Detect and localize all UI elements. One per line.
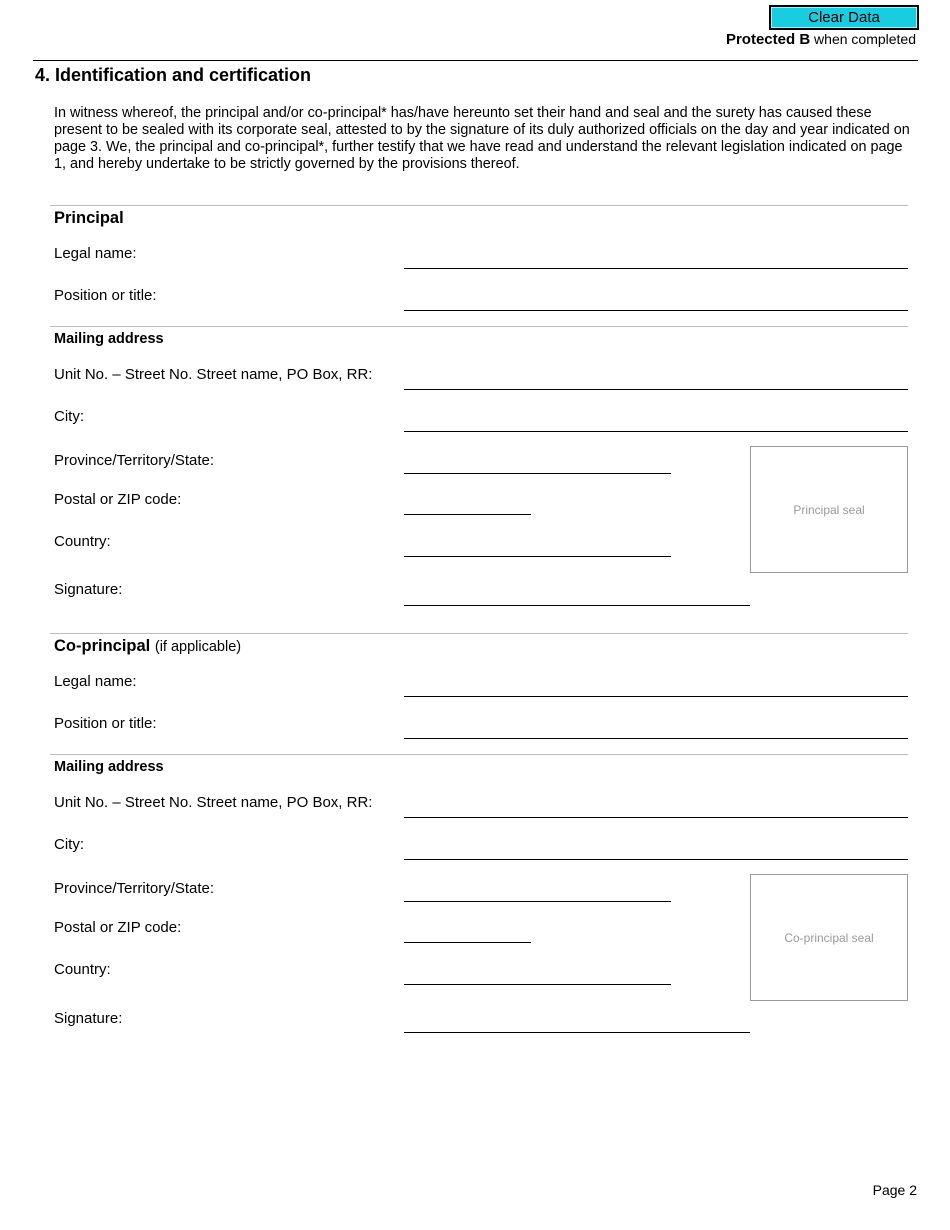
- coprincipal-seal-label: Co-principal seal: [784, 930, 874, 945]
- principal-mailing-title: Mailing address: [54, 331, 164, 347]
- coprincipal-country-field[interactable]: [404, 984, 671, 985]
- divider: [50, 754, 908, 755]
- principal-title: Principal: [54, 209, 124, 227]
- divider: [50, 205, 908, 206]
- certification-paragraph: In witness whereof, the principal and/or co-principal* has/have hereunto set their hand and seal and the surety has caused these present to be sealed with its corporate seal, attested to by the signature of its duly authorized officials on the day and year indicated on page 3. We, the principal and co-principal*, further testify that we have read and understand the relevant legislation indicated on page 1, and hereby undertake to be strictly governed by the provisions thereof.: [54, 105, 910, 172]
- coprincipal-legal-name-label: Legal name:: [54, 673, 137, 690]
- coprincipal-province-field[interactable]: [404, 901, 671, 902]
- principal-province-field[interactable]: [404, 473, 671, 474]
- principal-position-label: Position or title:: [54, 287, 157, 304]
- coprincipal-postal-field[interactable]: [404, 942, 531, 943]
- principal-signature-label: Signature:: [54, 581, 123, 598]
- section-title: 4. Identification and certification: [35, 65, 312, 85]
- principal-street-label: Unit No. – Street No. Street name, PO Box, RR:: [54, 366, 373, 383]
- protected-notice: [726, 31, 916, 48]
- coprincipal-signature-field[interactable]: [404, 1032, 750, 1033]
- coprincipal-signature-label: Signature:: [54, 1010, 123, 1027]
- principal-city-label: City:: [54, 408, 84, 425]
- coprincipal-street-label: Unit No. – Street No. Street name, PO Box, RR:: [54, 794, 373, 811]
- protected-level: Protected B: [725, 31, 811, 48]
- coprincipal-postal-label: Postal or ZIP code:: [54, 919, 182, 936]
- coprincipal-province-label: Province/Territory/State:: [54, 880, 215, 897]
- principal-postal-label: Postal or ZIP code:: [54, 491, 182, 508]
- clear-data-button[interactable]: Clear Data: [769, 5, 919, 30]
- coprincipal-title-text: Co-principal: [54, 637, 151, 655]
- coprincipal-street-field[interactable]: [404, 817, 908, 818]
- principal-position-field[interactable]: [404, 310, 908, 311]
- principal-city-field[interactable]: [404, 431, 908, 432]
- principal-country-field[interactable]: [404, 556, 671, 557]
- coprincipal-note: (if applicable): [154, 639, 242, 655]
- protected-suffix: when completed: [814, 31, 916, 47]
- principal-legal-name-field[interactable]: [404, 268, 908, 269]
- principal-postal-field[interactable]: [404, 514, 531, 515]
- divider: [50, 326, 908, 327]
- principal-legal-name-label: Legal name:: [54, 245, 137, 262]
- coprincipal-legal-name-field[interactable]: [404, 696, 908, 697]
- coprincipal-mailing-title: Mailing address: [54, 759, 164, 775]
- coprincipal-seal-box: [750, 874, 908, 1001]
- divider: [50, 633, 908, 634]
- principal-province-label: Province/Territory/State:: [54, 452, 215, 469]
- principal-street-field[interactable]: [404, 389, 908, 390]
- principal-country-label: Country:: [54, 533, 111, 550]
- top-rule: [33, 60, 918, 61]
- coprincipal-position-label: Position or title:: [54, 715, 157, 732]
- principal-signature-field[interactable]: [404, 605, 750, 606]
- coprincipal-city-label: City:: [54, 836, 84, 853]
- principal-seal-label: Principal seal: [793, 502, 865, 517]
- coprincipal-position-field[interactable]: [404, 738, 908, 739]
- principal-seal-box: [750, 446, 908, 573]
- page-number: Page 2: [872, 1182, 917, 1198]
- coprincipal-city-field[interactable]: [404, 859, 908, 860]
- coprincipal-country-label: Country:: [54, 961, 111, 978]
- coprincipal-title: [54, 637, 241, 656]
